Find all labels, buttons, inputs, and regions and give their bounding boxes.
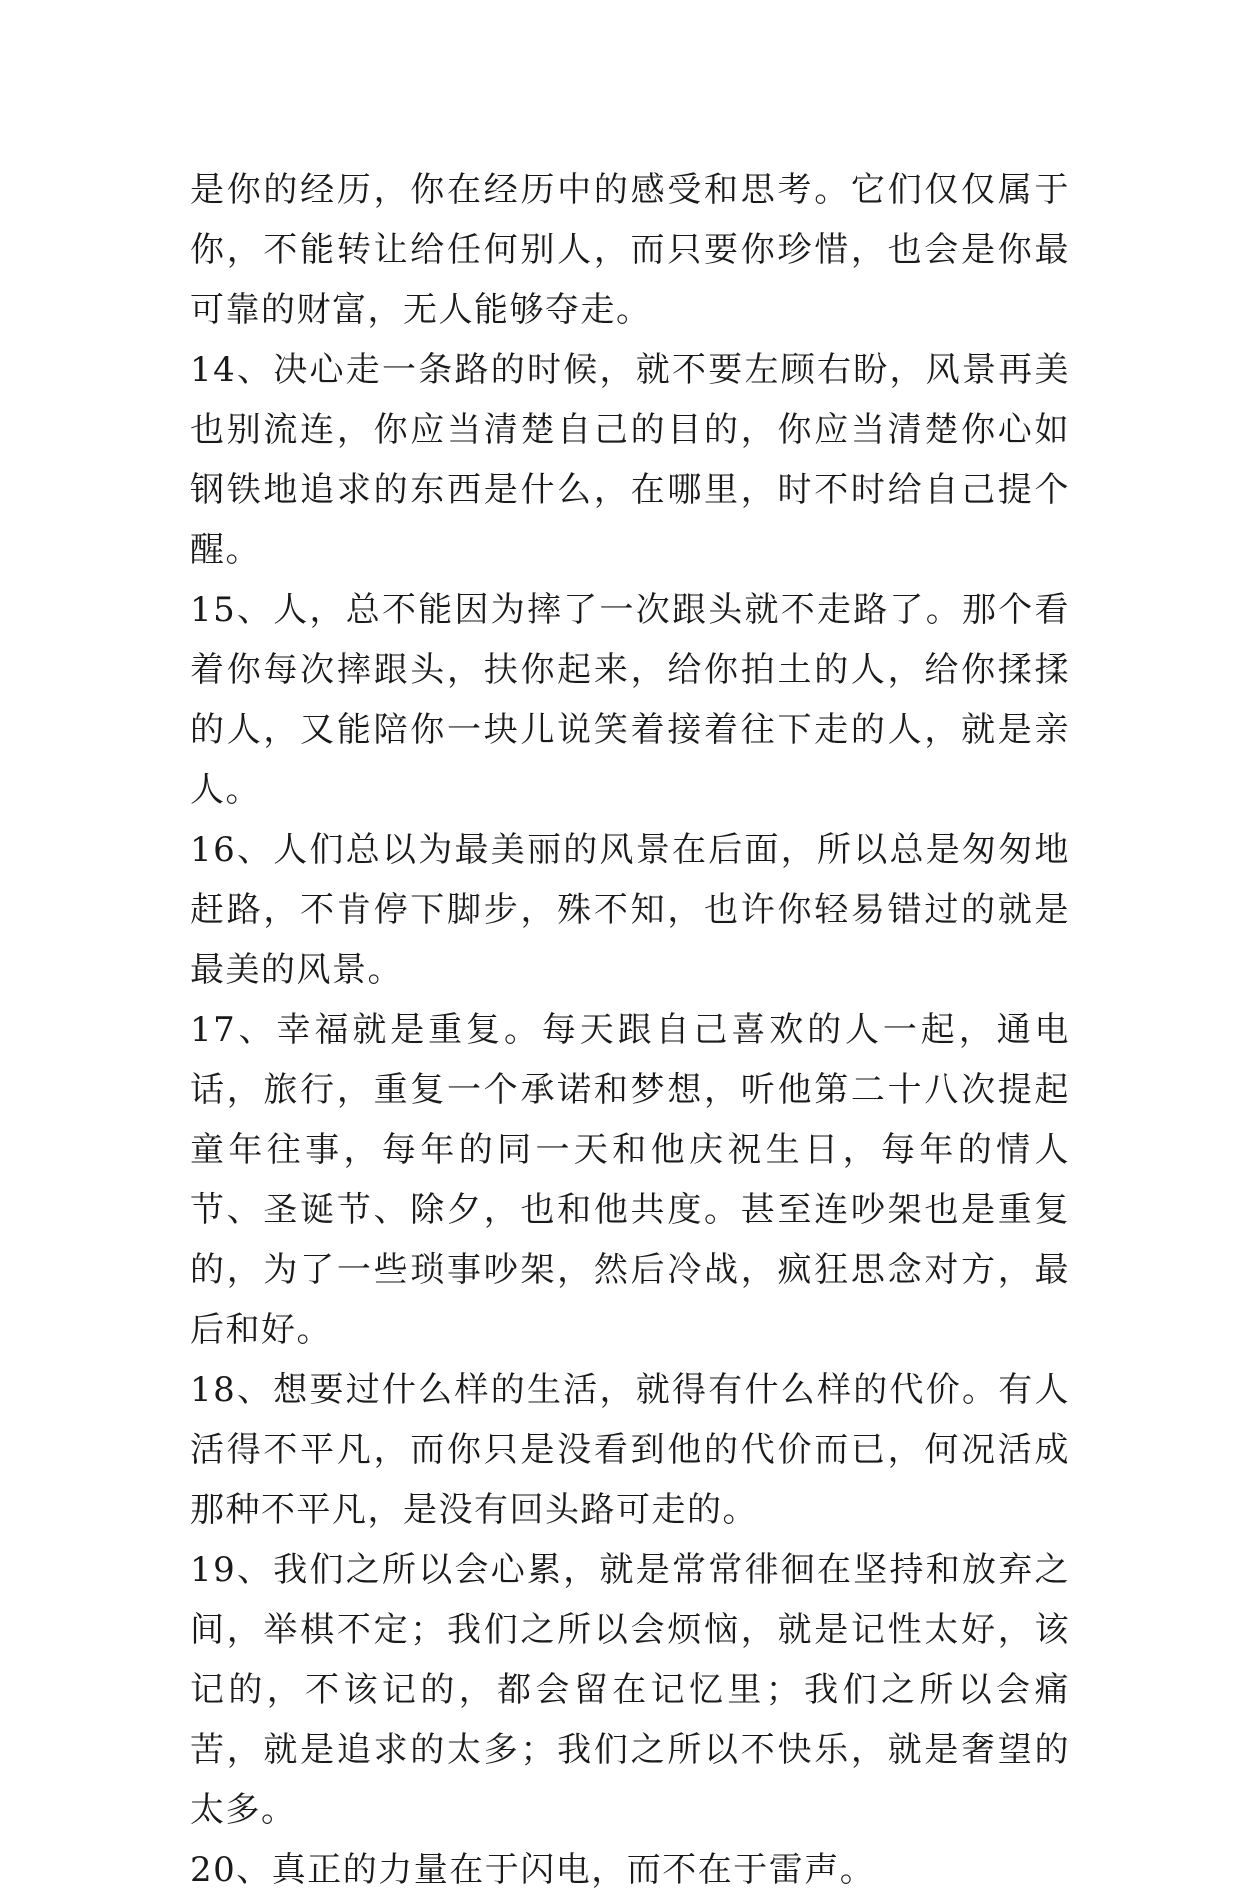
paragraph-17: 17、幸福就是重复。每天跟自己喜欢的人一起，通电话，旅行，重复一个承诺和梦想，听他第二十八次提起童年往事，每年的同一天和他庆祝生日，每年的情人节、圣诞节、除夕，也和他共度。甚至连吵架也是重复的，为了一些琐事吵架，然后冷战，疯狂思念对方，最后和好。: [190, 1010, 1070, 1350]
paragraph-14: 14、决心走一条路的时候，就不要左顾右盼，风景再美也别流连，你应当清楚自己的目的，你应当清楚你心如钢铁地追求的东西是什么，在哪里，时不时给自己提个醒。: [190, 350, 1070, 570]
paragraph-19: 19、我们之所以会心累，就是常常徘徊在坚持和放弃之间，举棋不定；我们之所以会烦恼，就是记性太好，该记的，不该记的，都会留在记忆里；我们之所以会痛苦，就是追求的太多；我们之所以不快乐，就是奢望的太多。: [190, 1550, 1070, 1830]
document-body: [190, 160, 1070, 1900]
paragraph-20: 20、真正的力量在于闪电，而不在于雷声。: [190, 1850, 876, 1890]
paragraph-18: 18、想要过什么样的生活，就得有什么样的代价。有人活得不平凡，而你只是没看到他的代价而已，何况活成那种不平凡，是没有回头路可走的。: [190, 1370, 1070, 1530]
paragraph-16: 16、人们总以为最美丽的风景在后面，所以总是匆匆地赶路，不肯停下脚步，殊不知，也许你轻易错过的就是最美的风景。: [190, 830, 1070, 990]
paragraph-15: 15、人，总不能因为摔了一次跟头就不走路了。那个看着你每次摔跟头，扶你起来，给你拍土的人，给你揉揉的人，又能陪你一块儿说笑着接着往下走的人，就是亲人。: [190, 590, 1070, 810]
paragraph-continuation: 是你的经历，你在经历中的感受和思考。它们仅仅属于你，不能转让给任何别人，而只要你珍惜，也会是你最可靠的财富，无人能够夺走。: [190, 170, 1070, 330]
